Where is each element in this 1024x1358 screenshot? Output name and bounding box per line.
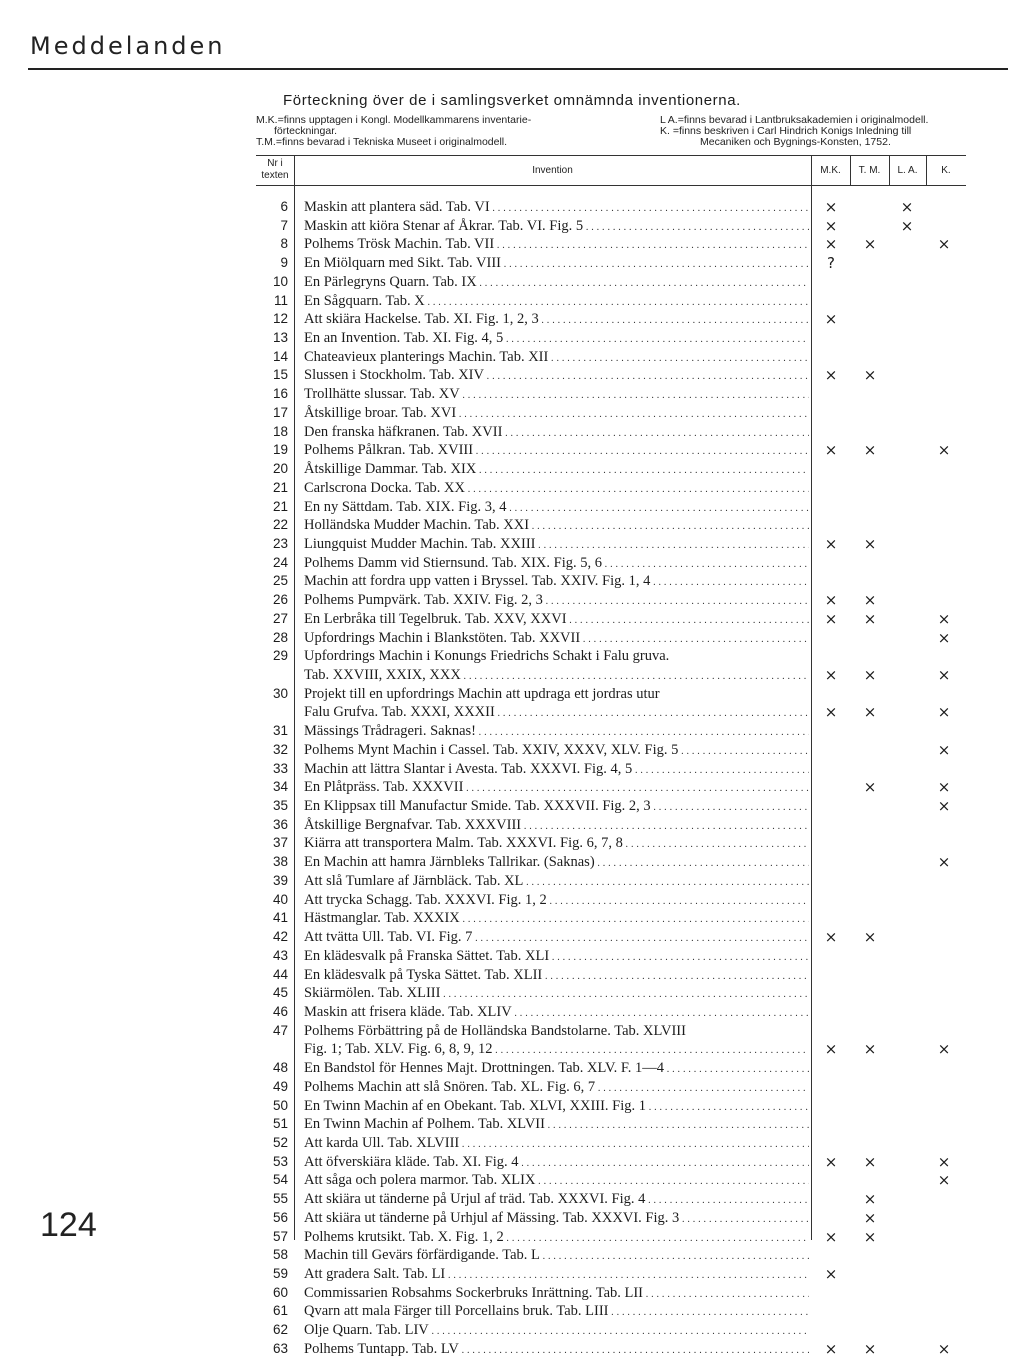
row-number: 13 — [272, 330, 288, 346]
invention-text: Falu Grufva. Tab. XXXI, XXXII . . . — [304, 703, 809, 721]
row-number: 60 — [272, 1284, 288, 1300]
row-number: 57 — [272, 1228, 288, 1244]
row-number: 37 — [272, 835, 288, 851]
mk-mark: × — [824, 591, 838, 610]
row-number: 35 — [272, 798, 288, 814]
invention-text: Tab. XXVIII, XXIX, XXX . . . — [304, 666, 809, 684]
invention-text: Maskin att kiöra Stenar af Åkrar. Tab. VI. Fig. 5 . . . — [304, 217, 809, 235]
row-number: 49 — [272, 1078, 288, 1094]
row-number: 63 — [272, 1340, 288, 1356]
tm-mark: × — [863, 665, 877, 684]
invention-text: Polhems Pumpvärk. Tab. XXIV. Fig. 2, 3 . . . — [304, 591, 809, 609]
row-number: 33 — [272, 760, 288, 776]
legend-k: K. =finns beskriven i Carl Hindrich Konigs Inledning till — [660, 125, 912, 137]
column-header-nr-line1: Nr i — [267, 158, 283, 169]
row-number: 47 — [272, 1022, 288, 1038]
invention-text: En Klippsax till Manufactur Smide. Tab. XXXVII. Fig. 2, 3 . . . — [304, 797, 809, 815]
row-number: 24 — [272, 554, 288, 570]
invention-text: Att karda Ull. Tab. XLVIII . . . — [304, 1134, 809, 1152]
k-mark: × — [937, 441, 951, 460]
invention-text: Att öfverskiära kläde. Tab. XI. Fig. 4 . . . — [304, 1153, 809, 1171]
row-number: 32 — [272, 741, 288, 757]
row-number: 40 — [272, 891, 288, 907]
table-top-rule — [256, 155, 966, 156]
row-number: 6 — [280, 199, 288, 214]
legend-k-continued: Mecaniken och Bygnings-Konsten, 1752. — [700, 136, 891, 148]
row-number: 61 — [272, 1303, 288, 1319]
invention-text: Att skiära ut tänderne på Urhjul af Mässing. Tab. XXXVI. Fig. 3 . . . — [304, 1209, 809, 1227]
invention-text: Att såga och polera marmor. Tab. XLIX . . . — [304, 1171, 809, 1189]
legend-mk: M.K.=finns upptagen i Kongl. Modellkammarens inventarie- — [256, 114, 532, 126]
row-number: 12 — [272, 311, 288, 327]
invention-text: En Plåtpräss. Tab. XXXVII . . . — [304, 778, 809, 796]
invention-text: En Sågquarn. Tab. X . . . — [304, 292, 809, 310]
mk-mark: × — [824, 609, 838, 628]
invention-text: Commissarien Robsahms Sockerbruks Inrättning. Tab. LII . . . — [304, 1284, 809, 1302]
legend-right — [660, 115, 928, 148]
column-header-k: K. — [941, 165, 951, 176]
row-number: 42 — [272, 929, 288, 945]
mk-mark: × — [824, 534, 838, 553]
k-mark: × — [937, 1171, 951, 1190]
invention-text: Polhems Pålkran. Tab. XVIII . . . — [304, 441, 809, 459]
tm-mark: × — [863, 1227, 877, 1246]
k-mark: × — [937, 778, 951, 797]
la-mark: × — [900, 216, 914, 235]
row-number: 51 — [272, 1116, 288, 1132]
row-number: 8 — [280, 236, 288, 252]
tm-mark: × — [863, 928, 877, 947]
row-number: 11 — [273, 292, 288, 308]
row-number: 38 — [272, 854, 288, 870]
k-mark: × — [937, 797, 951, 816]
invention-text: En Twinn Machin af Polhem. Tab. XLVII . . . — [304, 1115, 809, 1133]
legend-mk-continued: förteckningar. — [274, 125, 338, 137]
invention-text: En Twinn Machin af en Obekant. Tab. XLVI, XXIII. Fig. 1 . . . — [304, 1097, 809, 1115]
tm-mark: × — [863, 703, 877, 722]
invention-text: Qvarn att mala Färger till Porcellains bruk. Tab. LIII . . . — [304, 1302, 809, 1320]
row-number: 50 — [272, 1097, 288, 1113]
mk-mark: × — [824, 235, 838, 254]
row-number: 41 — [272, 910, 288, 926]
legend-la: L A.=finns bevarad i Lantbruksakademien i originalmodell. — [660, 114, 929, 126]
invention-text: En klädesvalk på Tyska Sättet. Tab. XLII . . . — [304, 966, 809, 984]
row-number: 29 — [272, 648, 288, 664]
row-number: 22 — [272, 517, 288, 533]
row-number: 36 — [272, 816, 288, 832]
invention-text: En Miölquarn med Sikt. Tab. VIII . . . — [304, 254, 809, 272]
mk-mark: × — [824, 703, 838, 722]
tm-mark: × — [863, 1190, 877, 1209]
row-number: 54 — [272, 1172, 288, 1188]
mk-mark: × — [824, 928, 838, 947]
row-number: 26 — [272, 592, 288, 608]
invention-text: Machin att fordra upp vatten i Bryssel. Tab. XXIV. Fig. 1, 4 . . . — [304, 572, 809, 590]
tm-mark: × — [863, 778, 877, 797]
invention-text: Hästmanglar. Tab. XXXIX . . . — [304, 909, 809, 927]
invention-text: Projekt till en upfordrings Machin att updraga ett jordras utur — [304, 685, 660, 702]
row-number: 7 — [280, 217, 288, 233]
invention-text: Machin att lättra Slantar i Avesta. Tab. XXXVI. Fig. 4, 5 . . . — [304, 760, 809, 778]
legend-tm: T.M.=finns bevarad i Tekniska Museet i originalmodell. — [256, 136, 508, 148]
row-number: 48 — [272, 1060, 288, 1076]
mk-mark: × — [824, 198, 838, 216]
tm-mark: × — [863, 441, 877, 460]
invention-text: Polhems krutsikt. Tab. X. Fig. 1, 2 . . . — [304, 1228, 809, 1246]
invention-text: Att skiära Hackelse. Tab. XI. Fig. 1, 2, 3 . . . — [304, 310, 809, 328]
row-number: 31 — [272, 723, 288, 739]
mk-mark: ? — [827, 254, 835, 273]
nr-column-divider — [294, 155, 295, 1240]
mk-mark: × — [824, 216, 838, 235]
column-header-nr-line2: texten — [261, 170, 289, 181]
mk-mark: × — [824, 441, 838, 460]
invention-text: Polhems Förbättring på de Holländska Bandstolarne. Tab. XLVIII — [304, 1022, 686, 1039]
row-number: 18 — [272, 423, 288, 439]
row-number: 39 — [272, 872, 288, 888]
k-mark: × — [937, 628, 951, 647]
la-mark: × — [900, 198, 914, 216]
invention-text: Kiärra att transportera Malm. Tab. XXXVI. Fig. 6, 7, 8 . . . — [304, 834, 809, 852]
mk-mark: × — [824, 665, 838, 684]
tm-mark: × — [863, 591, 877, 610]
mk-mark: × — [824, 1040, 838, 1059]
invention-text: Polhems Tuntapp. Tab. LV . . . — [304, 1340, 809, 1358]
row-number: 45 — [272, 985, 288, 1001]
invention-text: Åtskillige broar. Tab. XVI . . . — [304, 404, 809, 422]
invention-text: Upfordrings Machin i Blankstöten. Tab. XXVII . . . — [304, 629, 809, 647]
invention-text: Fig. 1; Tab. XLV. Fig. 6, 8, 9, 12 . . . — [304, 1040, 809, 1058]
column-header-la: L. A. — [897, 165, 918, 176]
k-mark: × — [937, 1152, 951, 1171]
row-number: 25 — [272, 573, 288, 589]
row-number: 15 — [272, 367, 288, 383]
row-number: 62 — [272, 1322, 288, 1338]
invention-text: Att gradera Salt. Tab. LI . . . — [304, 1265, 809, 1283]
mk-mark: × — [824, 1339, 838, 1358]
row-number: 30 — [272, 685, 288, 701]
tm-mark: × — [863, 609, 877, 628]
invention-text: Maskin att plantera säd. Tab. VI . . . — [304, 198, 809, 216]
invention-text: En ny Sättdam. Tab. XIX. Fig. 3, 4 . . . — [304, 498, 809, 516]
k-mark: × — [937, 665, 951, 684]
column-header-nr — [256, 158, 294, 182]
row-number: 43 — [272, 947, 288, 963]
header-rule — [28, 68, 1008, 70]
tm-mark: × — [863, 1040, 877, 1059]
invention-text: Åtskillige Dammar. Tab. XIX . . . — [304, 460, 809, 478]
k-mark: × — [937, 235, 951, 254]
column-header-tm: T. M. — [858, 165, 881, 176]
invention-text: Den franska häfkranen. Tab. XVII . . . — [304, 423, 809, 441]
invention-text: Att slå Tumlare af Järnbläck. Tab. XL . . . — [304, 872, 809, 890]
invention-text: Holländska Mudder Machin. Tab. XXI . . . — [304, 516, 809, 534]
running-head: Meddelanden — [30, 32, 226, 60]
invention-text: En Bandstol för Hennes Majt. Drottningen. Tab. XLV. F. 1—4 . . . — [304, 1059, 809, 1077]
row-number: 53 — [272, 1153, 288, 1169]
invention-text: En an Invention. Tab. XI. Fig. 4, 5 . . . — [304, 329, 809, 347]
invention-text: Polhems Trösk Machin. Tab. VII . . . — [304, 235, 809, 253]
row-number: 27 — [272, 610, 288, 626]
tm-mark: × — [863, 534, 877, 553]
k-mark: × — [937, 1040, 951, 1059]
mk-mark: × — [824, 1265, 838, 1284]
invention-text: Skiärmölen. Tab. XLIII . . . — [304, 984, 809, 1002]
tm-mark: × — [863, 1208, 877, 1227]
row-number: 10 — [272, 273, 288, 289]
invention-text: Att trycka Schagg. Tab. XXXVI. Fig. 1, 2 . . . — [304, 891, 809, 909]
invention-text: Olje Quarn. Tab. LIV . . . — [304, 1321, 809, 1339]
row-number: 16 — [272, 386, 288, 402]
invention-text: En Machin att hamra Järnbleks Tallrikar. (Saknas) . . . — [304, 853, 809, 871]
invention-text: Polhems Machin att slå Snören. Tab. XL. Fig. 6, 7 . . . — [304, 1078, 809, 1096]
row-number: 9 — [280, 255, 288, 271]
invention-text: Upfordrings Machin i Konungs Friedrichs Schakt i Falu gruva. — [304, 648, 670, 665]
invention-text: Åtskillige Bergnafvar. Tab. XXXVIII . . . — [304, 816, 809, 834]
invention-text: Polhems Damm vid Stiernsund. Tab. XIX. Fig. 5, 6 . . . — [304, 554, 809, 572]
row-number: 52 — [272, 1135, 288, 1150]
row-number: 58 — [272, 1247, 288, 1263]
header-bottom-rule — [256, 185, 966, 186]
invention-text: Carlscrona Docka. Tab. XX . . . — [304, 479, 809, 497]
row-number: 59 — [272, 1266, 288, 1282]
invention-text: Chateavieux planterings Machin. Tab. XII . . . — [304, 348, 809, 366]
page-number: 124 — [40, 1206, 97, 1244]
row-number: 46 — [272, 1003, 288, 1019]
row-number: 28 — [272, 629, 288, 645]
k-mark: × — [937, 740, 951, 759]
row-number: 14 — [272, 348, 288, 364]
tm-mark: × — [863, 1339, 877, 1358]
tm-mark: × — [863, 235, 877, 254]
tm-mark: × — [863, 366, 877, 385]
invention-text: En klädesvalk på Franska Sättet. Tab. XLI . . . — [304, 947, 809, 965]
invention-text: Machin till Gevärs förfärdigande. Tab. L . . . — [304, 1246, 809, 1264]
mk-mark: × — [824, 1227, 838, 1246]
k-mark: × — [937, 1339, 951, 1358]
invention-text: Mässings Trådrageri. Saknas! . . . — [304, 722, 809, 740]
invention-text: Polhems Mynt Machin i Cassel. Tab. XXIV, XXXV, XLV. Fig. 5 . . . — [304, 741, 809, 759]
mk-mark: × — [824, 366, 838, 385]
row-number: 34 — [272, 779, 288, 795]
row-number: 56 — [272, 1209, 288, 1225]
tm-mark: × — [863, 1152, 877, 1171]
column-header-invention: Invention — [532, 165, 573, 176]
row-number: 44 — [272, 966, 288, 982]
invention-text: Liungquist Mudder Machin. Tab. XXIII . . . — [304, 535, 809, 553]
invention-text: En Pärlegryns Quarn. Tab. IX . . . — [304, 273, 809, 291]
row-number: 21 — [272, 479, 288, 495]
invention-text: Trollhätte slussar. Tab. XV . . . — [304, 385, 809, 403]
mk-mark: × — [824, 310, 838, 329]
invention-text: Maskin att frisera kläde. Tab. XLIV . . . — [304, 1003, 809, 1021]
k-mark: × — [937, 853, 951, 872]
row-number: 20 — [272, 461, 288, 477]
row-number: 55 — [272, 1191, 288, 1207]
row-number: 19 — [272, 442, 288, 458]
column-header-mk: M.K. — [820, 165, 841, 176]
legend-left — [256, 115, 531, 148]
invention-text: En Lerbråka till Tegelbruk. Tab. XXV, XXVI . . . — [304, 610, 809, 628]
row-number: 17 — [272, 404, 288, 420]
row-number: 23 — [272, 535, 288, 551]
invention-text: Att tvätta Ull. Tab. VI. Fig. 7 . . . — [304, 928, 809, 946]
mk-mark: × — [824, 1152, 838, 1171]
row-number: 21 — [272, 498, 288, 514]
k-mark: × — [937, 703, 951, 722]
k-mark: × — [937, 609, 951, 628]
invention-text: Slussen i Stockholm. Tab. XIV . . . — [304, 366, 809, 384]
invention-text: Att skiära ut tänderne på Urjul af träd. Tab. XXXVI. Fig. 4 . . . — [304, 1190, 809, 1208]
table-title: Förteckning över de i samlingsverket omnämnda inventionerna. — [283, 92, 741, 109]
